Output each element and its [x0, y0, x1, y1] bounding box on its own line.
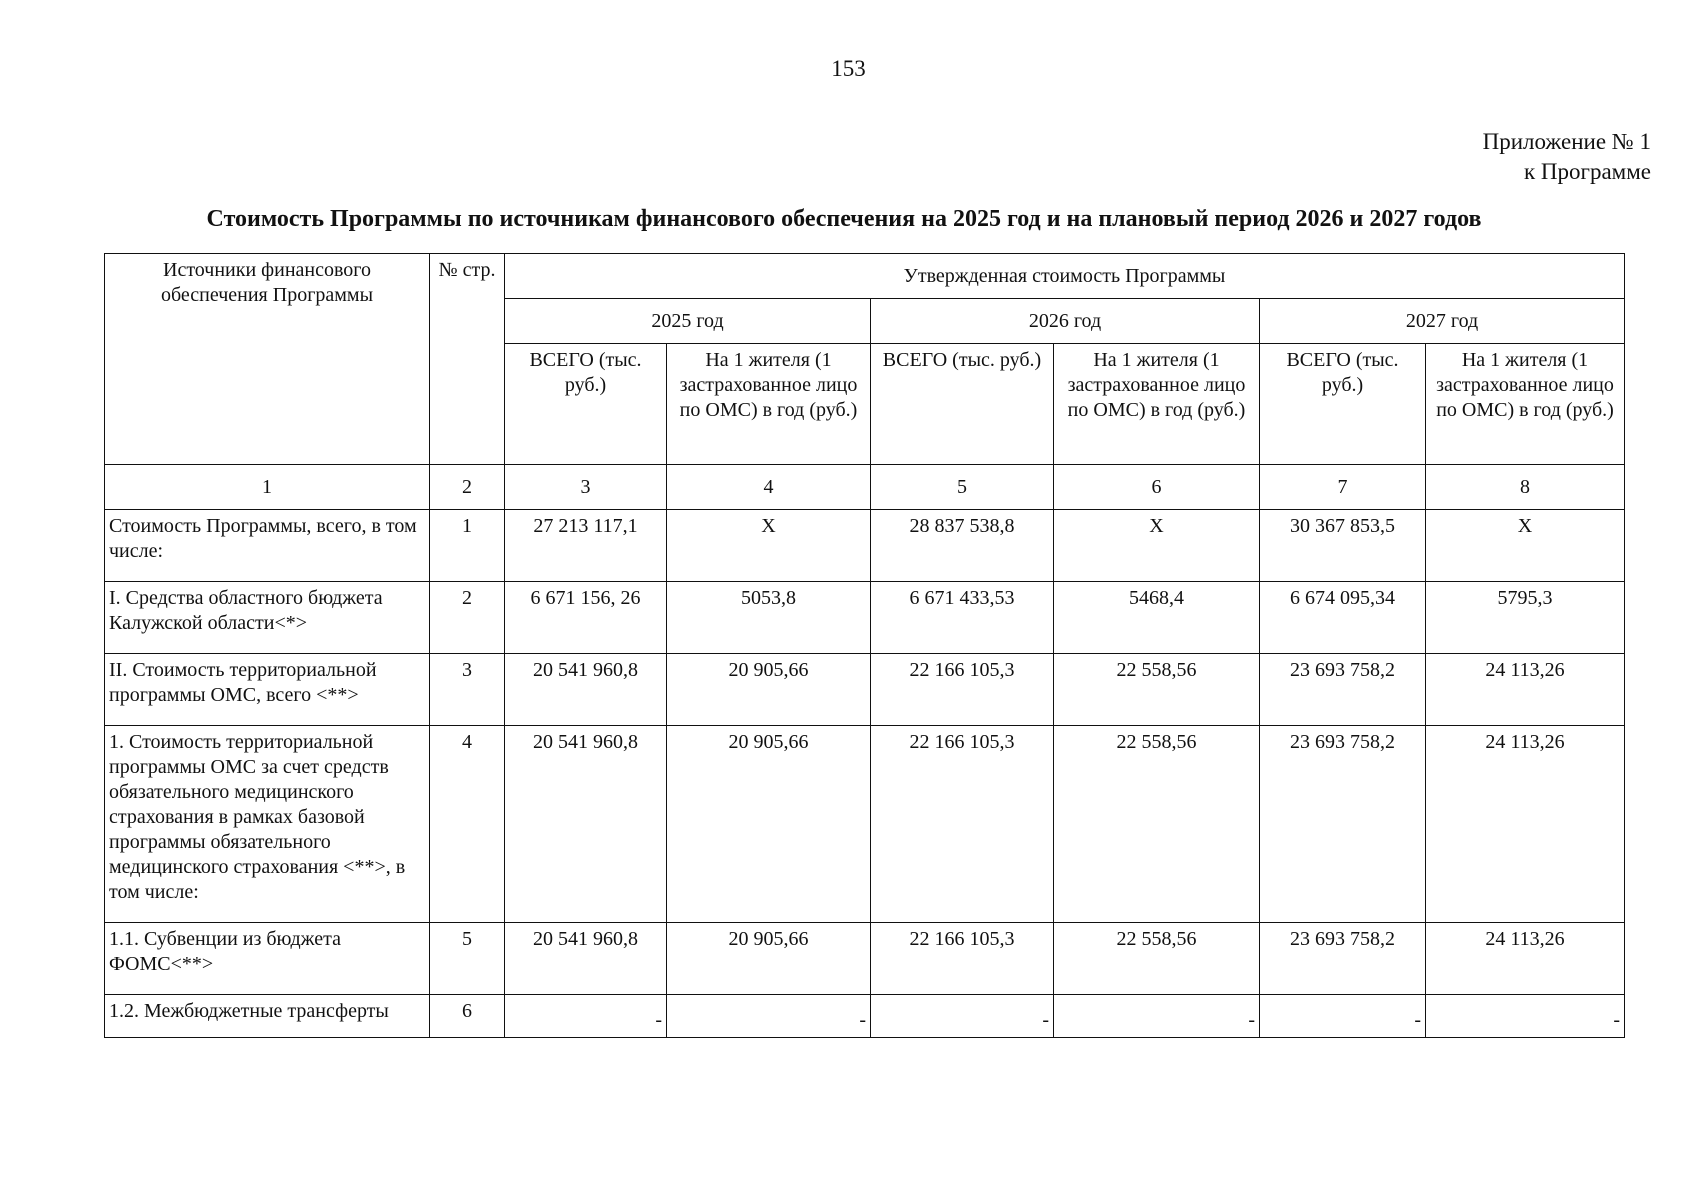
cell-total-2026: 6 671 433,53	[871, 582, 1054, 654]
appendix-note	[1483, 127, 1651, 187]
cell-total-2026: 22 166 105,3	[871, 923, 1054, 995]
cell-per-resident-2025: 5053,8	[667, 582, 871, 654]
cell-per-resident-2025: 20 905,66	[667, 726, 871, 923]
cell-total-2025: 20 541 960,8	[505, 923, 667, 995]
row-line-number: 2	[430, 582, 505, 654]
cell-per-resident-2027: 24 113,26	[1426, 654, 1625, 726]
header-total-2025: ВСЕГО (тыс. руб.)	[505, 344, 667, 465]
cell-per-resident-2026: 22 558,56	[1054, 726, 1260, 923]
cell-per-resident-2027: -	[1426, 995, 1625, 1038]
header-total-2026: ВСЕГО (тыс. руб.)	[871, 344, 1054, 465]
column-number-row	[105, 465, 1625, 510]
header-per-resident-2025: На 1 жителя (1 застрахованное лицо по ОМС) в год (руб.)	[667, 344, 871, 465]
header-line-number: № стр.	[430, 254, 505, 465]
row-line-number: 4	[430, 726, 505, 923]
row-source-name: I. Средства областного бюджета Калужской области<*>	[105, 582, 430, 654]
cell-total-2026: 22 166 105,3	[871, 726, 1054, 923]
table-row	[105, 923, 1625, 995]
document-title: Стоимость Программы по источникам финансового обеспечения на 2025 год и на плановый период 2026 и 2027 годов	[206, 206, 1482, 232]
column-number: 2	[430, 465, 505, 510]
row-source-name: 1.1. Субвенции из бюджета ФОМС<**>	[105, 923, 430, 995]
cell-per-resident-2026: 22 558,56	[1054, 923, 1260, 995]
row-source-name: II. Стоимость территориальной программы ОМС, всего <**>	[105, 654, 430, 726]
cell-per-resident-2025: -	[667, 995, 871, 1038]
cell-total-2026: -	[871, 995, 1054, 1038]
cell-total-2025: -	[505, 995, 667, 1038]
row-line-number: 6	[430, 995, 505, 1038]
cell-per-resident-2027: 24 113,26	[1426, 726, 1625, 923]
budget-table	[104, 253, 1625, 1038]
cell-total-2027: 6 674 095,34	[1260, 582, 1426, 654]
row-source-name: Стоимость Программы, всего, в том числе:	[105, 510, 430, 582]
header-per-resident-2027: На 1 жителя (1 застрахованное лицо по ОМС) в год (руб.)	[1426, 344, 1625, 465]
row-line-number: 1	[430, 510, 505, 582]
header-year-2026: 2026 год	[871, 299, 1260, 344]
cell-per-resident-2026: -	[1054, 995, 1260, 1038]
cell-per-resident-2025: 20 905,66	[667, 923, 871, 995]
row-line-number: 5	[430, 923, 505, 995]
column-number: 8	[1426, 465, 1625, 510]
cell-total-2027: 30 367 853,5	[1260, 510, 1426, 582]
row-source-name: 1.2. Межбюджетные трансферты	[105, 995, 430, 1038]
table-row	[105, 582, 1625, 654]
cell-total-2025: 27 213 117,1	[505, 510, 667, 582]
table-row	[105, 995, 1625, 1038]
cell-total-2025: 6 671 156, 26	[505, 582, 667, 654]
column-number: 4	[667, 465, 871, 510]
page-number: 153	[831, 56, 866, 81]
row-line-number: 3	[430, 654, 505, 726]
table-row	[105, 654, 1625, 726]
cell-per-resident-2025: 20 905,66	[667, 654, 871, 726]
column-number: 1	[105, 465, 430, 510]
cell-per-resident-2026: Х	[1054, 510, 1260, 582]
appendix-line-2: к Программе	[1524, 159, 1651, 184]
column-number: 7	[1260, 465, 1426, 510]
cell-total-2027: -	[1260, 995, 1426, 1038]
appendix-line-1: Приложение № 1	[1482, 129, 1651, 154]
header-year-2027: 2027 год	[1260, 299, 1625, 344]
header-total-2027: ВСЕГО (тыс. руб.)	[1260, 344, 1426, 465]
header-per-resident-2026: На 1 жителя (1 застрахованное лицо по ОМС) в год (руб.)	[1054, 344, 1260, 465]
table-row	[105, 726, 1625, 923]
cell-total-2025: 20 541 960,8	[505, 654, 667, 726]
cell-per-resident-2026: 5468,4	[1054, 582, 1260, 654]
cell-total-2027: 23 693 758,2	[1260, 654, 1426, 726]
cell-total-2027: 23 693 758,2	[1260, 726, 1426, 923]
cell-per-resident-2027: 24 113,26	[1426, 923, 1625, 995]
column-number: 5	[871, 465, 1054, 510]
cell-total-2026: 22 166 105,3	[871, 654, 1054, 726]
table-row	[105, 510, 1625, 582]
row-source-name: 1. Стоимость территориальной программы ОМС за счет средств обязательного медицинского страхования в рамках базовой программы обязательного медицинского страхования <**>, в том числе:	[105, 726, 430, 923]
cell-per-resident-2025: Х	[667, 510, 871, 582]
column-number: 3	[505, 465, 667, 510]
cell-total-2025: 20 541 960,8	[505, 726, 667, 923]
cell-per-resident-2027: Х	[1426, 510, 1625, 582]
header-approved-cost: Утвержденная стоимость Программы	[505, 254, 1625, 299]
header-year-2025: 2025 год	[505, 299, 871, 344]
header-source: Источники финансового обеспечения Программы	[105, 254, 430, 465]
cell-per-resident-2027: 5795,3	[1426, 582, 1625, 654]
cell-total-2026: 28 837 538,8	[871, 510, 1054, 582]
column-number: 6	[1054, 465, 1260, 510]
cell-per-resident-2026: 22 558,56	[1054, 654, 1260, 726]
cell-total-2027: 23 693 758,2	[1260, 923, 1426, 995]
